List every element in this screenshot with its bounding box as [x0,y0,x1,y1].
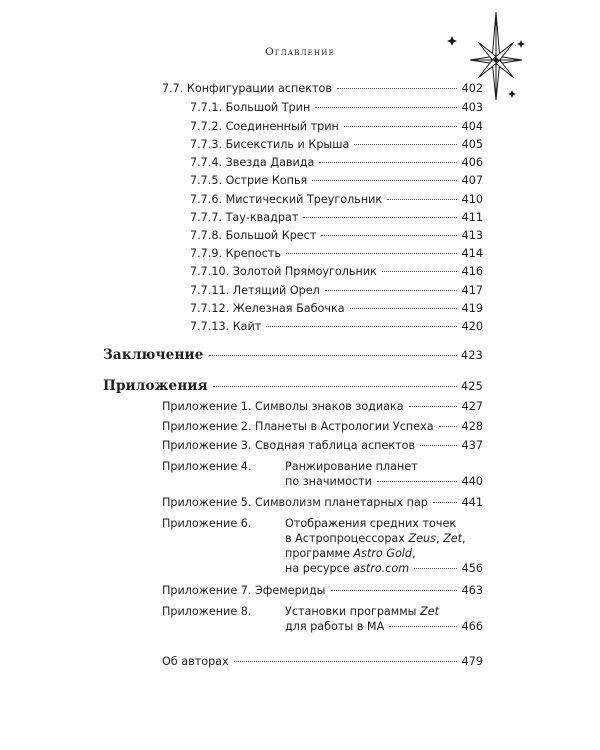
toc-sub-entry[interactable] [190,320,483,334]
toc-authors[interactable] [162,655,483,669]
toc-entry-label: Приложение 3. Сводная таблица аспектов [162,439,416,452]
toc-entry-page: 466 [461,620,483,633]
dot-leader [382,271,457,272]
toc-entry-label: 7.7.13. Кайт [190,320,262,333]
toc-entry-line: Отображения средних точек [285,517,457,530]
toc-entry-page: 403 [461,101,483,114]
toc-entry-page: 411 [461,211,483,224]
toc-entry-label: 7.7.3. Бисекстиль и Крыша [190,138,350,151]
toc-entry-line: в Астропроцессорах Zeus, Zet, [285,532,466,545]
toc-entry-line: на ресурсе astro.com [285,562,410,575]
dot-leader [331,590,457,591]
toc-entry-label: 7.7.4. Звезда Давида [190,156,315,169]
toc-entry-page: 407 [461,174,483,187]
dot-leader [315,107,457,108]
toc-entry-page: 427 [461,400,483,413]
page-header: Оглавление [265,46,335,58]
dot-leader [213,386,457,387]
toc-sub-entry[interactable] [190,265,483,279]
toc-entry-page: 413 [461,229,483,242]
toc-entry-label: 7.7.12. Железная Бабочка [190,302,345,315]
dot-leader [344,126,457,127]
toc-entry-page: 419 [461,302,483,315]
dot-leader [286,253,457,254]
toc-sub-entry[interactable] [190,211,483,225]
toc-entry-page: 404 [461,120,483,133]
dot-leader [325,290,457,291]
toc-entry-page: 402 [461,82,483,95]
toc-entry-page: 405 [461,138,483,151]
toc-sub-entry[interactable] [190,284,483,298]
toc-entry-label: Приложение 1. Символы знаков зодиака [162,400,404,413]
toc-entry-label: Приложение 7. Эфемериды [162,584,326,597]
toc-chapter-appendices[interactable] [103,379,483,394]
toc-entry-line: для работы в МА [285,620,385,633]
dot-leader [312,180,457,181]
dot-leader [266,326,457,327]
toc-entry-label: Об авторах [162,655,229,668]
dot-leader [303,217,457,218]
toc-entry-page: 416 [461,265,483,278]
toc-chapter-page: 425 [461,380,483,393]
toc-entry-prefix: Приложение 8. [162,605,252,618]
toc-entry-line: Установки программы Zet [285,605,439,618]
toc-entry-label: 7.7.11. Летящий Орел [190,284,320,297]
toc-entry-label: Приложение 5. Символизм планетарных пар [162,496,428,509]
toc-sub-entry[interactable] [190,101,483,115]
toc-sub-entry[interactable] [190,138,483,152]
toc-sub-entry[interactable] [190,120,483,134]
dot-leader [377,481,457,482]
toc-entry-7-7[interactable] [162,82,483,96]
dot-leader [234,661,457,662]
toc-chapter-label: Приложения [103,378,208,394]
toc-entry-label: Приложение 2. Планеты в Астрологии Успеха [162,420,434,433]
toc-entry-page: 437 [461,439,483,452]
toc-entry-page: 428 [461,420,483,433]
toc-entry-label: 7.7.5. Острие Копья [190,174,308,187]
toc-sub-entry[interactable] [190,229,483,243]
toc-entry-prefix: Приложение 6. [162,517,252,530]
dot-leader [350,308,457,309]
toc-appendix-2[interactable] [162,420,483,434]
dot-leader [209,355,457,356]
toc-sub-entry[interactable] [190,156,483,170]
toc-entry-label: 7.7.7. Тау-квадрат [190,211,299,224]
toc-entry-line: программе Astro Gold, [285,547,416,560]
dot-leader [319,162,457,163]
toc-sub-entry[interactable] [190,302,483,316]
toc-entry-label: 7.7.6. Мистический Треугольник [190,193,383,206]
toc-sub-entry[interactable] [190,193,483,207]
toc-entry-prefix: Приложение 4. [162,460,252,473]
toc-sub-entry[interactable] [190,247,483,261]
dot-leader [433,502,457,503]
dot-leader [409,406,457,407]
toc-chapter-label: Заключение [103,347,204,363]
toc-entry-page: 406 [461,156,483,169]
toc-sub-entry[interactable] [190,174,483,188]
dot-leader [387,199,457,200]
toc-entry-line: Ранжирование планет [285,460,418,473]
toc-entry-page: 414 [461,247,483,260]
toc-entry-label: 7.7.2. Соединенный трин [190,120,339,133]
dot-leader [321,235,457,236]
dot-leader [439,426,457,427]
dot-leader [414,568,457,569]
toc-entry-page: 479 [461,655,483,668]
dot-leader [389,626,457,627]
toc-entry-label: 7.7.10. Золотой Прямоугольник [190,265,377,278]
dot-leader [337,88,457,89]
toc-entry-page: 417 [461,284,483,297]
toc-chapter-page: 423 [461,349,483,362]
dot-leader [354,144,457,145]
toc-appendix-1[interactable] [162,400,483,414]
toc-entry-page: 410 [461,193,483,206]
toc-entry-label: 7.7.9. Крепость [190,247,281,260]
toc-entry-label: 7.7. Конфигурации аспектов [162,82,332,95]
toc-entry-label: 7.7.1. Большой Трин [190,101,311,114]
toc-entry-line: по значимости [285,475,372,488]
toc-entry-page: 441 [461,496,483,509]
toc-entry-label: 7.7.8. Большой Крест [190,229,317,242]
toc-entry-page: 456 [461,562,483,575]
toc-entry-page: 463 [461,584,483,597]
toc-entry-page: 440 [461,475,483,488]
toc-chapter-conclusion[interactable] [103,348,483,363]
dot-leader [420,445,457,446]
toc-appendix-3[interactable] [162,439,483,453]
toc-appendix-5[interactable] [162,496,483,510]
toc-appendix-7[interactable] [162,584,483,598]
toc-entry-page: 420 [461,320,483,333]
